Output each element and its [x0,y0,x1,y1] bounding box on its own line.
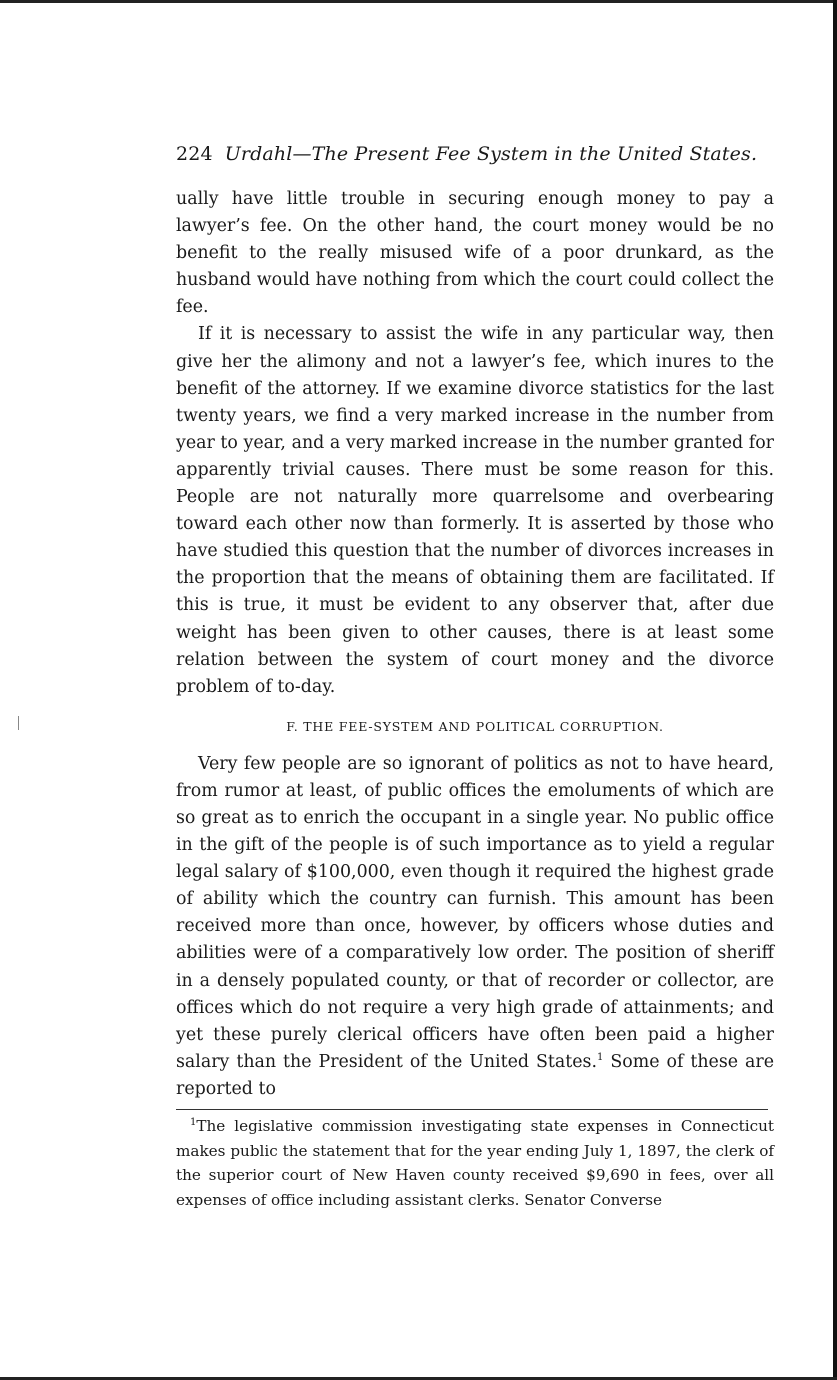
scan-border-right [833,0,837,1380]
scan-border-top [0,0,837,3]
margin-mark [18,716,19,730]
book-page [176,140,774,1212]
paragraph-divorce: If it is necessary to assist the wife in any particular way, then give her the alimony and not a lawyer’s fee, which inures to the benefit of the attorney. If we examine divorce statistics for the last twenty years, we find a very marked increase in the number from year to year, and a very marked increase in the number granted for apparently trivial causes. There must be some reason for this. People are not naturally more quarrelsome and overbearing toward each other now than formerly. It is asserted by those who have studied this question that the number of divorces increases in the proportion that the means of obtaining them are facilitated. If this is true, it must be evident to any observer that, after due weight has been given to other causes, there is at least some relation between the system of court money and the divorce problem of to-day. [176,324,774,697]
running-title: Urdahl—The Present Fee System in the United States. [224,143,758,165]
paragraph-political-corruption [176,751,774,1103]
paragraph-main-text: Very few people are so ignorant of politics as not to have heard, from rumor at least, of public offices the emoluments of which are so great as to enrich the occupant in a single year. No public office in the gift of the people is of such importance as to yield a regular legal salary of $100,000, even though it required the highest grade of ability which the country can furnish. This amount has been received more than once, however, by officers whose duties and abilities were of a comparatively low order. The position of sheriff in a densely populated county, or that of recorder or collector, are offices which do not require a very high grade of attainments; and yet these purely clerical officers have often been paid a higher salary than the President of the United States. [176,753,774,1072]
footnote-marker: 1 [190,1116,197,1128]
section-heading: F. THE FEE-SYSTEM AND POLITICAL CORRUPTION. [286,718,664,734]
footnote-reference: 1 [597,1052,604,1064]
footnote [176,1114,774,1212]
paragraph-continued: ually have little trouble in securing enough money to pay a lawyer’s fee. On the other hand, the court money would be no benefit to the really misused wife of a poor drunkard, as the husband would have nothing from which the court could collect the fee. [176,189,774,318]
footnote-text: The legislative commission investigating state expenses in Connecticut makes public the statement that for the year ending July 1, 1897, the clerk of the superior court of New Haven county received $9,690 in fees, over all expenses of office including assistant clerks. Senator Converse [176,1117,774,1209]
page-number: 224 [176,143,213,165]
paragraph-tail-text: Some of these are reported to [176,1051,775,1099]
footnote-divider [176,1109,768,1110]
running-head [176,140,774,170]
body-text [176,186,774,1103]
